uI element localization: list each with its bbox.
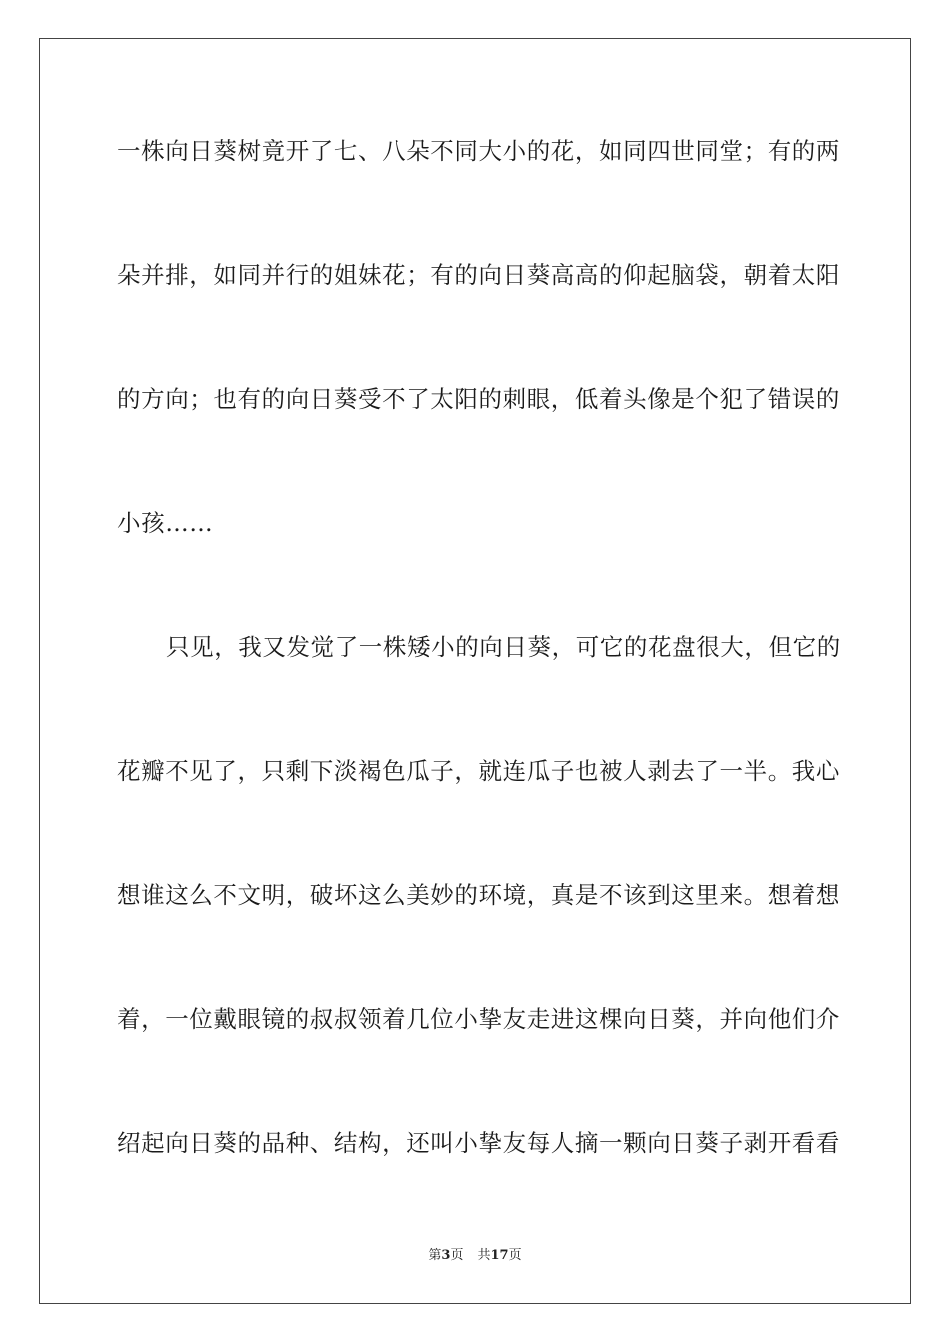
text-line-6: 花瓣不见了，只剩下淡褐色瓜子，就连瓜子也被人剥去了一半。我心: [117, 757, 840, 785]
footer-total-suffix: 页: [508, 1248, 522, 1263]
text-line-2: 朵并排，如同并行的姐妹花；有的向日葵高高的仰起脑袋，朝着太阳: [117, 261, 840, 289]
footer-total-prefix: 共: [477, 1248, 491, 1263]
page-footer: [0, 1247, 950, 1265]
text-line-1: 一株向日葵树竟开了七、八朵不同大小的花，如同四世同堂；有的两: [117, 137, 840, 165]
footer-page-prefix: 第: [428, 1248, 442, 1263]
text-line-7: 想谁这么不文明，破坏这么美妙的环境，真是不该到这里来。想着想: [117, 881, 840, 909]
text-line-5: 只见，我又发觉了一株矮小的向日葵，可它的花盘很大，但它的: [166, 633, 841, 661]
text-line-9: 绍起向日葵的品种、结构，还叫小挚友每人摘一颗向日葵子剥开看看: [117, 1129, 840, 1157]
text-line-3: 的方向；也有的向日葵受不了太阳的刺眼，低着头像是个犯了错误的: [117, 385, 840, 413]
text-line-8: 着，一位戴眼镜的叔叔领着几位小挚友走进这棵向日葵，并向他们介: [117, 1005, 840, 1033]
footer-page-suffix: 页: [450, 1248, 464, 1263]
text-line-4: 小孩……: [117, 509, 214, 537]
page-border: [39, 38, 911, 1304]
footer-page-number: 3: [441, 1248, 451, 1263]
footer-total-pages: 17: [490, 1248, 509, 1263]
